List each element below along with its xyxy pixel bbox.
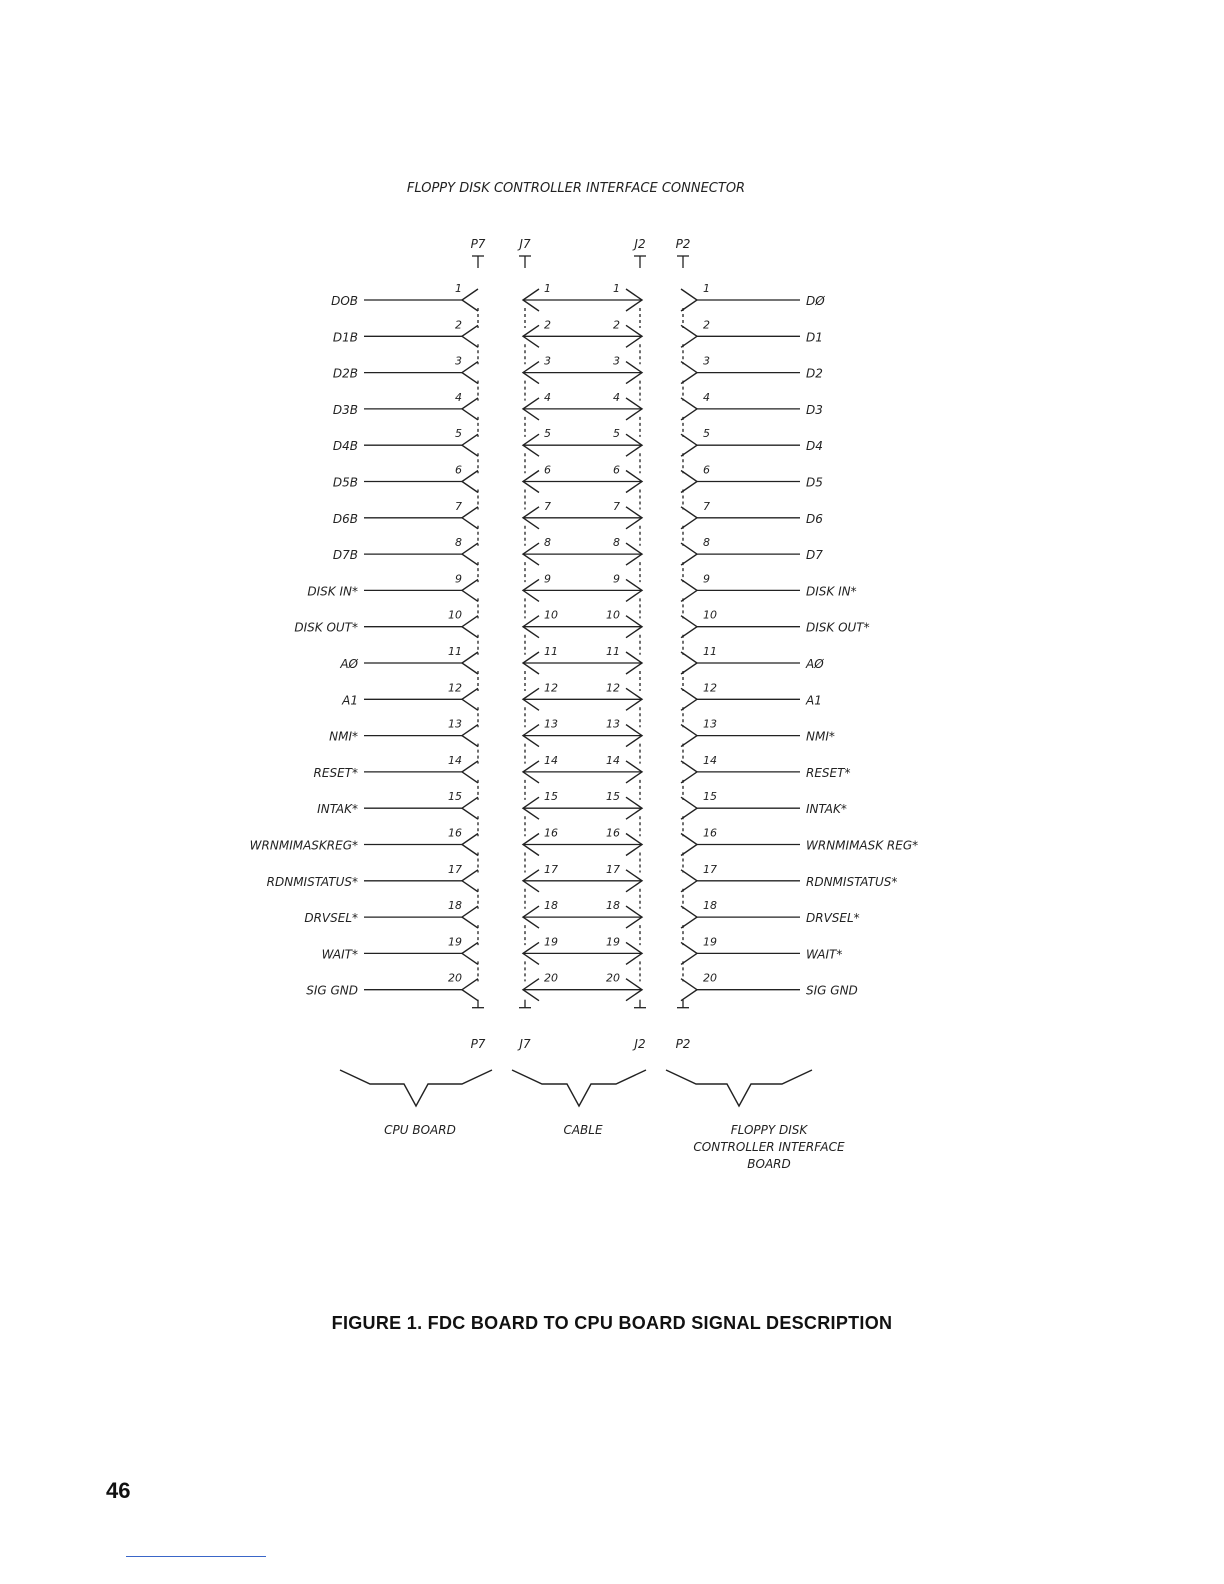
- p2-contact: [681, 543, 697, 565]
- j7-pin-number: 3: [544, 354, 551, 368]
- pin-row: [333, 536, 823, 582]
- group-label-cpu: CPU BOARD: [384, 1123, 456, 1137]
- p7-pin-number: 13: [448, 717, 462, 731]
- diagram-title: FLOPPY DISK CONTROLLER INTERFACE CONNECTOR: [406, 181, 746, 196]
- fdc-signal-label: RESET*: [806, 765, 851, 780]
- j2-pin-number: 3: [613, 354, 620, 368]
- p7-pin-number: 15: [448, 790, 462, 804]
- connector-label-top: J2: [634, 237, 646, 251]
- p7-contact: [462, 725, 478, 747]
- p7-pin-number: 9: [455, 572, 462, 586]
- connector-label-bottom: J7: [519, 1037, 531, 1051]
- p7-pin-number: 19: [448, 935, 462, 949]
- j7-pin-number: 14: [544, 753, 558, 767]
- j7-pin-number: 13: [544, 717, 558, 731]
- p7-contact: [462, 325, 478, 347]
- p2-contact: [681, 652, 697, 674]
- j2-pin-number: 6: [613, 463, 620, 477]
- j7-pin-number: 6: [544, 463, 551, 477]
- j7-pin-number: 9: [544, 572, 551, 586]
- j2-pin-number: 17: [606, 862, 620, 876]
- p2-contact: [681, 362, 697, 384]
- j2-pin-number: 16: [606, 826, 620, 840]
- pin-row: [333, 391, 823, 437]
- j7-pin-number: 17: [544, 862, 558, 876]
- j2-pin-number: 10: [606, 608, 620, 622]
- cpu-signal-label: D5B: [332, 475, 358, 490]
- cpu-signal-label: D1B: [332, 330, 358, 345]
- p7-pin-number: 20: [448, 971, 462, 985]
- p2-contact: [681, 725, 697, 747]
- p7-pin-number: 17: [448, 862, 462, 876]
- group-label-fdc: FLOPPY DISK: [730, 1123, 808, 1137]
- j7-pin-number: 16: [544, 826, 558, 840]
- p7-contact: [462, 834, 478, 856]
- p7-contact: [462, 942, 478, 964]
- cpu-signal-label: D6B: [332, 511, 358, 526]
- fdc-signal-label: D6: [806, 511, 823, 526]
- p7-pin-number: 6: [455, 463, 462, 477]
- j2-pin-number: 4: [613, 390, 620, 404]
- pin-row: [341, 681, 822, 727]
- pin-row: [339, 645, 824, 691]
- p7-pin-number: 18: [448, 899, 462, 913]
- pin-row: [333, 427, 823, 473]
- p2-contact: [681, 834, 697, 856]
- j7-pin-number: 15: [544, 790, 558, 804]
- j7-pin-number: 18: [544, 899, 558, 913]
- pin-row: [306, 972, 858, 1001]
- p7-contact: [462, 398, 478, 420]
- cpu-signal-label: WAIT*: [321, 947, 358, 962]
- fdc-signal-label: D3: [806, 402, 823, 417]
- p7-contact: [462, 652, 478, 674]
- connector-label-bottom: P2: [675, 1037, 691, 1051]
- cpu-signal-label: D7B: [332, 548, 358, 563]
- p7-pin-number: 11: [448, 645, 462, 658]
- cpu-signal-label: D4B: [332, 439, 358, 454]
- p7-pin-number: 3: [455, 354, 462, 368]
- fdc-signal-label: D7: [806, 548, 823, 563]
- p7-contact: [462, 979, 478, 1001]
- cpu-signal-label: DRVSEL*: [304, 911, 358, 926]
- p7-pin-number: 16: [448, 826, 462, 840]
- p2-pin-number: 13: [703, 717, 717, 731]
- j7-pin-number: 12: [544, 681, 558, 695]
- p7-contact: [462, 434, 478, 456]
- fdc-signal-label: RDNMISTATUS*: [806, 874, 898, 889]
- cpu-signal-label: DISK OUT*: [294, 620, 358, 635]
- p2-pin-number: 15: [703, 790, 717, 804]
- fdc-signal-label: D1: [806, 330, 823, 345]
- pin-row: [333, 355, 823, 401]
- p2-pin-number: 7: [703, 499, 710, 513]
- p2-pin-number: 20: [703, 971, 717, 985]
- p2-pin-number: 8: [703, 536, 710, 550]
- p2-pin-number: 17: [703, 862, 717, 876]
- fdc-signal-label: D2: [806, 366, 823, 381]
- connector-label-top: P2: [675, 237, 691, 251]
- p2-pin-number: 9: [703, 572, 710, 586]
- p2-pin-number: 11: [703, 645, 717, 658]
- p2-pin-number: 19: [703, 935, 717, 949]
- fdc-signal-label: DRVSEL*: [806, 911, 860, 926]
- pin-row: [333, 500, 823, 546]
- p2-contact: [681, 398, 697, 420]
- cpu-signal-label: NMI*: [329, 729, 358, 744]
- fdc-signal-label: SIG GND: [806, 983, 858, 998]
- p7-contact: [462, 616, 478, 638]
- group-label-cable: CABLE: [563, 1123, 603, 1137]
- p2-contact: [681, 289, 697, 311]
- p2-pin-number: 2: [703, 318, 710, 332]
- p2-pin-number: 12: [703, 681, 717, 695]
- fdc-signal-label: DISK OUT*: [806, 620, 870, 635]
- p2-pin-number: 3: [703, 354, 710, 368]
- p7-contact: [462, 579, 478, 601]
- p2-pin-number: 1: [703, 282, 710, 295]
- p7-contact: [462, 797, 478, 819]
- j7-pin-number: 1: [544, 282, 551, 295]
- group-label-fdc: BOARD: [747, 1157, 791, 1171]
- cpu-signal-label: RESET*: [313, 765, 358, 780]
- p2-pin-number: 16: [703, 826, 717, 840]
- page-number: 46: [106, 1478, 131, 1503]
- pin-row: [333, 464, 823, 510]
- pin-row: [329, 718, 835, 764]
- j2-pin-number: 13: [606, 717, 620, 731]
- p2-contact: [681, 797, 697, 819]
- p7-contact: [462, 289, 478, 311]
- p7-contact: [462, 761, 478, 783]
- p7-pin-number: 12: [448, 681, 462, 695]
- footer-rule: [126, 1556, 266, 1557]
- j2-pin-number: 19: [606, 935, 620, 949]
- connector-label-bottom: P7: [470, 1037, 486, 1051]
- fdc-signal-label: DISK IN*: [806, 584, 857, 599]
- brace-fdc-board: [666, 1070, 812, 1106]
- cpu-signal-label: DOB: [331, 294, 358, 308]
- p2-contact: [681, 870, 697, 892]
- j2-pin-number: 8: [613, 536, 620, 550]
- pin-row: [267, 863, 898, 909]
- j2-pin-number: 11: [606, 645, 620, 658]
- pin-row: [333, 318, 823, 364]
- pin-row: [317, 790, 847, 836]
- fdc-signal-label: INTAK*: [806, 802, 847, 817]
- j2-pin-number: 9: [613, 572, 620, 586]
- p2-pin-number: 18: [703, 899, 717, 913]
- p2-contact: [681, 942, 697, 964]
- j2-pin-number: 14: [606, 753, 620, 767]
- j7-pin-number: 20: [544, 971, 558, 985]
- j7-pin-number: 8: [544, 536, 551, 550]
- p7-pin-number: 1: [455, 282, 462, 295]
- p2-contact: [681, 616, 697, 638]
- cpu-signal-label: D2B: [332, 366, 358, 381]
- connector-label-top: P7: [470, 237, 486, 251]
- p2-contact: [681, 325, 697, 347]
- fdc-signal-label: NMI*: [806, 729, 835, 744]
- p2-contact: [681, 579, 697, 601]
- p7-contact: [462, 906, 478, 928]
- p7-pin-number: 5: [455, 427, 462, 441]
- p2-contact: [681, 979, 697, 1001]
- p2-contact: [681, 688, 697, 710]
- p2-contact: [681, 507, 697, 529]
- pin-row: [304, 899, 859, 945]
- j2-pin-number: 18: [606, 899, 620, 913]
- cpu-signal-label: INTAK*: [317, 802, 358, 817]
- p7-contact: [462, 543, 478, 565]
- cpu-signal-label: A1: [342, 693, 358, 708]
- p2-contact: [681, 471, 697, 493]
- p2-pin-number: 4: [703, 390, 710, 404]
- j7-pin-number: 2: [544, 318, 551, 332]
- cpu-signal-label: D3B: [332, 402, 358, 417]
- p2-pin-number: 10: [703, 608, 717, 622]
- p2-pin-number: 14: [703, 753, 717, 767]
- p2-contact: [681, 434, 697, 456]
- fdc-signal-label: DØ: [806, 294, 825, 308]
- cpu-signal-label: WRNMIMASKREG*: [249, 838, 358, 853]
- p7-contact: [462, 471, 478, 493]
- cpu-signal-label: AØ: [340, 657, 358, 671]
- j2-pin-number: 2: [613, 318, 620, 332]
- j2-pin-number: 12: [606, 681, 620, 695]
- pin-row: [307, 572, 856, 618]
- fdc-signal-label: A1: [806, 693, 822, 708]
- j7-pin-number: 19: [544, 935, 558, 949]
- pin-row: [331, 282, 825, 328]
- p7-contact: [462, 362, 478, 384]
- group-label-fdc: CONTROLLER INTERFACE: [693, 1140, 845, 1154]
- p7-pin-number: 14: [448, 753, 462, 767]
- j7-pin-number: 4: [544, 390, 551, 404]
- fdc-signal-label: D4: [806, 439, 823, 454]
- j2-pin-number: 5: [613, 427, 620, 441]
- p7-pin-number: 4: [455, 390, 462, 404]
- p7-pin-number: 2: [455, 318, 462, 332]
- p7-contact: [462, 688, 478, 710]
- connector-label-bottom: J2: [634, 1037, 646, 1051]
- p2-contact: [681, 761, 697, 783]
- j7-pin-number: 10: [544, 608, 558, 622]
- fdc-signal-label: AØ: [806, 657, 824, 671]
- pin-row: [314, 754, 851, 800]
- brace-cpu-board: [340, 1070, 492, 1106]
- cpu-signal-label: DISK IN*: [307, 584, 358, 599]
- brace-cable: [512, 1070, 646, 1106]
- cpu-signal-label: RDNMISTATUS*: [266, 874, 358, 889]
- p7-pin-number: 10: [448, 608, 462, 622]
- fdc-signal-label: WAIT*: [806, 947, 843, 962]
- pin-row: [250, 827, 919, 873]
- p2-pin-number: 5: [703, 427, 710, 441]
- fdc-signal-label: D5: [806, 475, 823, 490]
- p7-pin-number: 8: [455, 536, 462, 550]
- p2-contact: [681, 906, 697, 928]
- j7-pin-number: 7: [544, 499, 551, 513]
- figure-caption: FIGURE 1. FDC BOARD TO CPU BOARD SIGNAL DESCRIPTION: [331, 1313, 893, 1333]
- p2-pin-number: 6: [703, 463, 710, 477]
- j7-pin-number: 5: [544, 427, 551, 441]
- pin-row: [322, 935, 843, 981]
- p7-contact: [462, 507, 478, 529]
- connector-label-top: J7: [519, 237, 531, 251]
- j2-pin-number: 20: [606, 971, 620, 985]
- fdc-signal-label: WRNMIMASK REG*: [806, 838, 919, 853]
- j2-pin-number: 15: [606, 790, 620, 804]
- p7-pin-number: 7: [455, 499, 462, 513]
- pin-row: [294, 609, 869, 655]
- j2-pin-number: 7: [613, 499, 620, 513]
- cpu-signal-label: SIG GND: [306, 983, 358, 998]
- j2-pin-number: 1: [613, 282, 620, 295]
- j7-pin-number: 11: [544, 645, 558, 658]
- p7-contact: [462, 870, 478, 892]
